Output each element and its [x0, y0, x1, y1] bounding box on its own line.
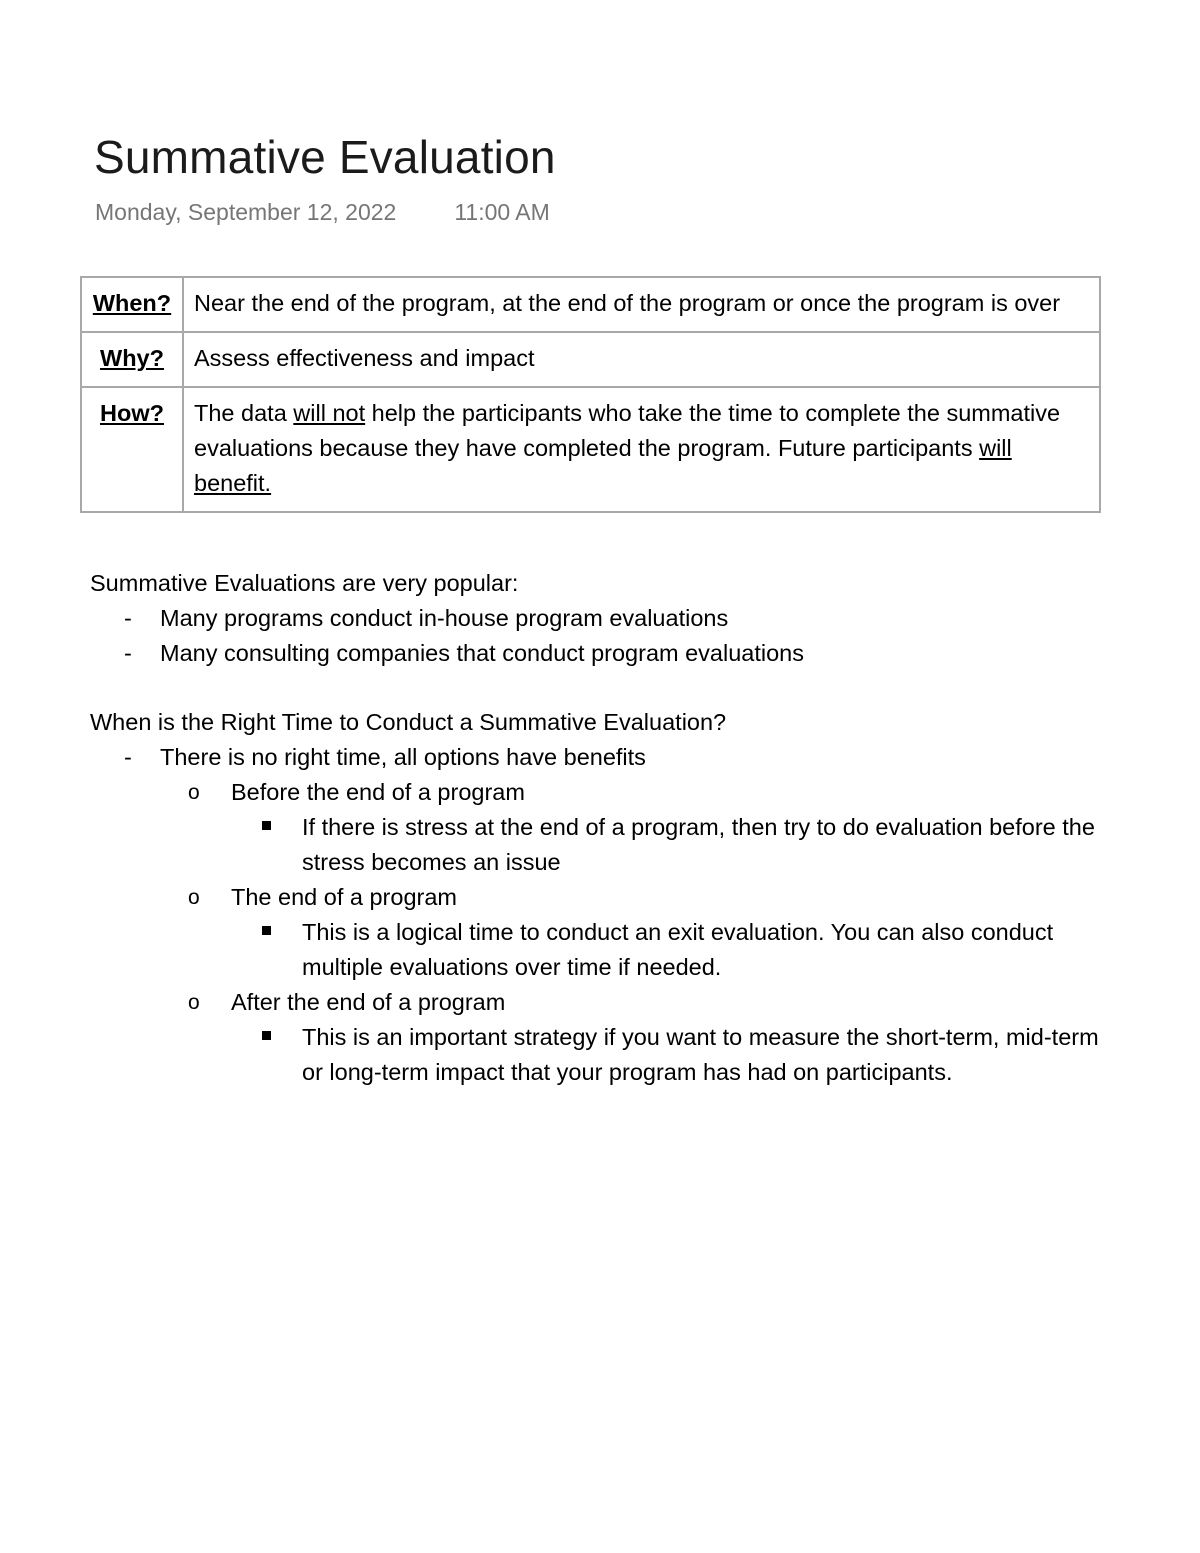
square-bullet-icon [262, 821, 271, 830]
option-detail [90, 915, 1120, 985]
row-text: Assess effectiveness and impact [183, 332, 1100, 387]
underlined-text: will benefit. [194, 435, 1012, 496]
page-title: Summative Evaluation [94, 131, 556, 183]
option-label: After the end of a program [231, 989, 506, 1015]
option-item [90, 775, 1120, 810]
popular-heading: Summative Evaluations are very popular: [90, 570, 519, 596]
option-detail [90, 1020, 1120, 1090]
square-bullet-icon [262, 926, 271, 935]
table-row [81, 387, 1100, 512]
page-meta [95, 199, 550, 226]
circle-bullet: o [188, 781, 200, 804]
underlined-text: will not [293, 400, 366, 426]
text-segment: The data [194, 400, 294, 426]
option-detail-text: This is a logical time to conduct an exit evaluation. You can also conduct multiple evaluations over time if needed. [302, 919, 1054, 980]
text-segment: help the participants who take the time to complete the summative evaluations because they have completed the program. Future participants [194, 400, 1061, 461]
option-item [90, 880, 1120, 915]
option-label: Before the end of a program [231, 779, 525, 805]
list-item-text: Many consulting companies that conduct program evaluations [160, 640, 805, 666]
row-label: How? [100, 400, 164, 426]
row-label-cell [81, 277, 183, 332]
dash-bullet: - [124, 605, 132, 631]
square-bullet-icon [262, 1031, 271, 1040]
row-label: Why? [100, 345, 164, 371]
page-time: 11:00 AM [454, 199, 550, 225]
notes-body [90, 566, 1120, 1090]
table-row [81, 277, 1100, 332]
option-detail-text: This is an important strategy if you want to measure the short-term, mid-term or long-term impact that your program has had on participants. [302, 1024, 1099, 1085]
list-item-text: There is no right time, all options have benefits [160, 744, 646, 770]
list-item [90, 601, 1120, 636]
option-label: The end of a program [231, 884, 457, 910]
page-date: Monday, September 12, 2022 [95, 199, 397, 225]
option-item [90, 985, 1120, 1020]
row-label-cell [81, 387, 183, 512]
option-detail-text: If there is stress at the end of a program, then try to do evaluation before the stress becomes an issue [302, 814, 1095, 875]
dash-bullet: - [124, 744, 132, 770]
dash-bullet: - [124, 640, 132, 666]
row-text [183, 387, 1100, 512]
timing-list [90, 740, 1120, 1090]
table-row [81, 332, 1100, 387]
row-text: Near the end of the program, at the end of the program or once the program is over [183, 277, 1100, 332]
popular-list [90, 601, 1120, 671]
list-item-text: Many programs conduct in-house program evaluations [160, 605, 729, 631]
row-label-cell [81, 332, 183, 387]
list-item [90, 740, 1120, 775]
list-item [90, 636, 1120, 671]
row-label: When? [92, 290, 172, 316]
circle-bullet: o [188, 991, 200, 1014]
circle-bullet: o [188, 886, 200, 909]
option-detail [90, 810, 1120, 880]
info-table [80, 276, 1101, 513]
timing-heading: When is the Right Time to Conduct a Summative Evaluation? [90, 709, 727, 735]
